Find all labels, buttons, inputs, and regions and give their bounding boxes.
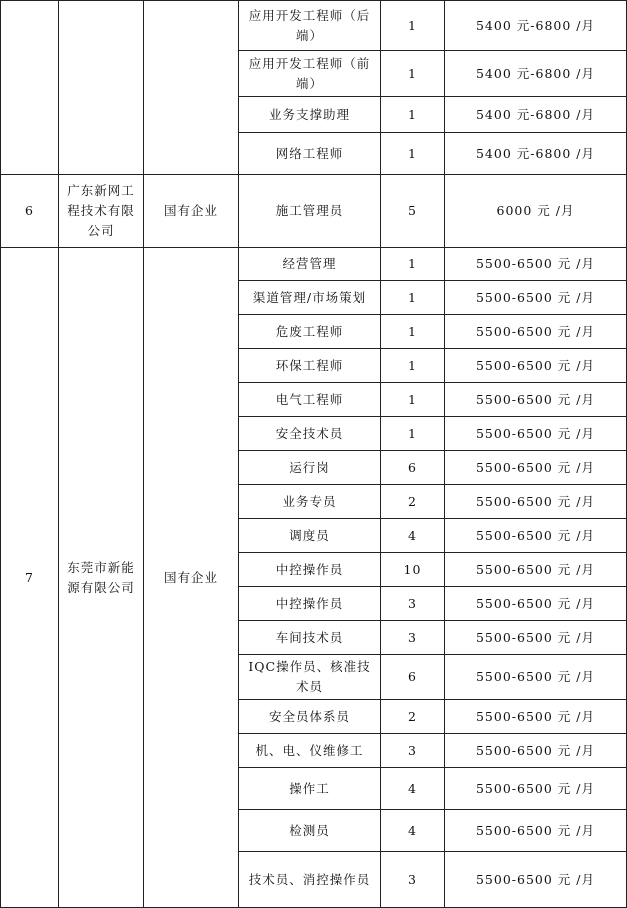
count-cell: 1 <box>381 281 445 315</box>
position-cell: 施工管理员 <box>239 175 381 248</box>
position-cell: 安全员体系员 <box>239 700 381 734</box>
count-cell: 1 <box>381 383 445 417</box>
salary-cell: 5500-6500 元 /月 <box>445 281 627 315</box>
position-cell: 渠道管理/市场策划 <box>239 281 381 315</box>
position-cell: 中控操作员 <box>239 587 381 621</box>
position-cell: 应用开发工程师（后端） <box>239 1 381 51</box>
salary-cell: 6000 元 /月 <box>445 175 627 248</box>
count-cell: 4 <box>381 519 445 553</box>
salary-cell: 5500-6500 元 /月 <box>445 587 627 621</box>
count-cell: 1 <box>381 248 445 281</box>
salary-cell: 5500-6500 元 /月 <box>445 383 627 417</box>
count-cell: 5 <box>381 175 445 248</box>
position-cell: 技术员、消控操作员 <box>239 852 381 908</box>
position-cell: 危废工程师 <box>239 315 381 349</box>
row-number-cell <box>1 1 59 175</box>
salary-cell: 5400 元-6800 /月 <box>445 133 627 175</box>
count-cell: 3 <box>381 587 445 621</box>
position-cell: 中控操作员 <box>239 553 381 587</box>
position-cell: IQC操作员、核准技术员 <box>239 655 381 700</box>
table-row <box>1 248 627 281</box>
position-cell: 车间技术员 <box>239 621 381 655</box>
salary-cell: 5500-6500 元 /月 <box>445 315 627 349</box>
position-cell: 应用开发工程师（前端） <box>239 51 381 97</box>
salary-cell: 5500-6500 元 /月 <box>445 700 627 734</box>
company-name-cell <box>59 1 144 175</box>
count-cell: 10 <box>381 553 445 587</box>
salary-cell: 5500-6500 元 /月 <box>445 485 627 519</box>
row-number-cell: 7 <box>1 248 59 908</box>
salary-cell: 5500-6500 元 /月 <box>445 417 627 451</box>
count-cell: 3 <box>381 852 445 908</box>
position-cell: 电气工程师 <box>239 383 381 417</box>
position-cell: 调度员 <box>239 519 381 553</box>
count-cell: 4 <box>381 768 445 810</box>
salary-cell: 5500-6500 元 /月 <box>445 810 627 852</box>
count-cell: 1 <box>381 315 445 349</box>
company-name-cell: 东莞市新能源有限公司 <box>59 248 144 908</box>
count-cell: 2 <box>381 700 445 734</box>
salary-cell: 5500-6500 元 /月 <box>445 349 627 383</box>
position-cell: 业务专员 <box>239 485 381 519</box>
table-row <box>1 1 627 51</box>
count-cell: 1 <box>381 51 445 97</box>
count-cell: 1 <box>381 349 445 383</box>
position-cell: 环保工程师 <box>239 349 381 383</box>
position-cell: 安全技术员 <box>239 417 381 451</box>
count-cell: 6 <box>381 451 445 485</box>
salary-cell: 5500-6500 元 /月 <box>445 655 627 700</box>
salary-cell: 5500-6500 元 /月 <box>445 553 627 587</box>
salary-cell: 5400 元-6800 /月 <box>445 97 627 133</box>
count-cell: 3 <box>381 734 445 768</box>
salary-cell: 5500-6500 元 /月 <box>445 734 627 768</box>
position-cell: 操作工 <box>239 768 381 810</box>
count-cell: 1 <box>381 97 445 133</box>
salary-cell: 5500-6500 元 /月 <box>445 451 627 485</box>
salary-cell: 5500-6500 元 /月 <box>445 621 627 655</box>
count-cell: 6 <box>381 655 445 700</box>
salary-cell: 5500-6500 元 /月 <box>445 519 627 553</box>
company-type-cell: 国有企业 <box>144 175 239 248</box>
company-type-cell <box>144 1 239 175</box>
salary-cell: 5500-6500 元 /月 <box>445 248 627 281</box>
salary-cell: 5400 元-6800 /月 <box>445 51 627 97</box>
company-name-cell: 广东新网工程技术有限公司 <box>59 175 144 248</box>
count-cell: 1 <box>381 1 445 51</box>
salary-cell: 5400 元-6800 /月 <box>445 1 627 51</box>
salary-cell: 5500-6500 元 /月 <box>445 768 627 810</box>
position-cell: 机、电、仪维修工 <box>239 734 381 768</box>
count-cell: 1 <box>381 417 445 451</box>
row-number-cell: 6 <box>1 175 59 248</box>
position-cell: 检测员 <box>239 810 381 852</box>
count-cell: 4 <box>381 810 445 852</box>
table-row <box>1 175 627 248</box>
count-cell: 3 <box>381 621 445 655</box>
position-cell: 业务支撑助理 <box>239 97 381 133</box>
company-type-cell: 国有企业 <box>144 248 239 908</box>
salary-cell: 5500-6500 元 /月 <box>445 852 627 908</box>
count-cell: 1 <box>381 133 445 175</box>
position-cell: 网络工程师 <box>239 133 381 175</box>
count-cell: 2 <box>381 485 445 519</box>
position-cell: 运行岗 <box>239 451 381 485</box>
position-cell: 经营管理 <box>239 248 381 281</box>
